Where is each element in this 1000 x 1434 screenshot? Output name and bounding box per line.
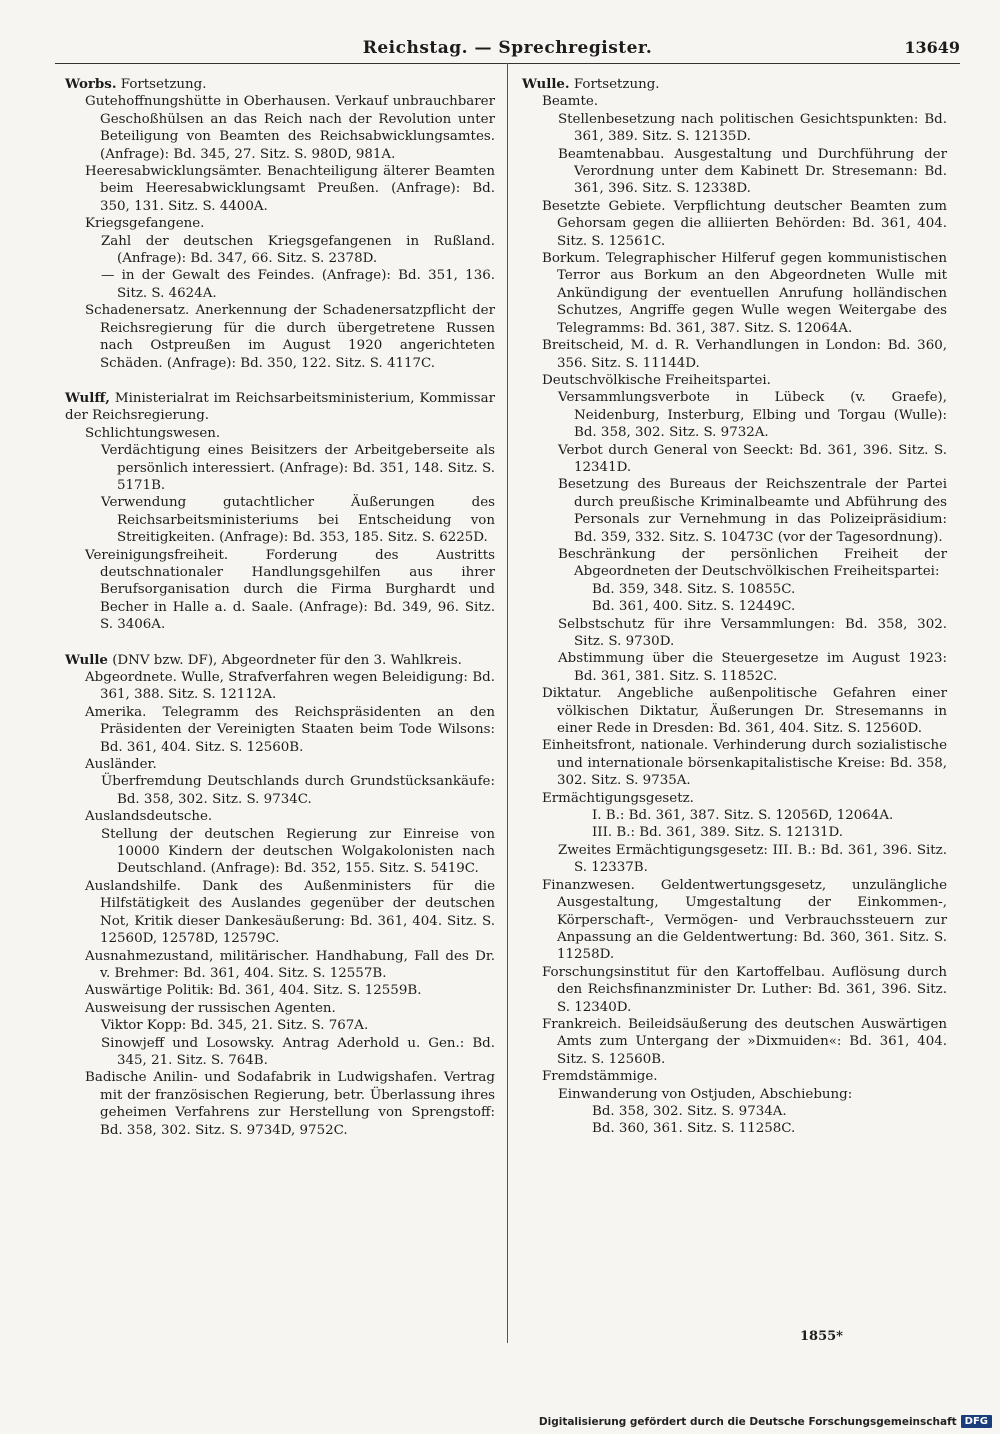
footer-text: Digitalisierung gefördert durch die Deutsche Forschungsgemeinschaft <box>538 1415 957 1428</box>
entry-text: Ausländer. <box>85 757 157 773</box>
entry-text: Auswärtige Politik: Bd. 361, 404. Sitz. S. 12559B. <box>85 983 422 999</box>
entry-text: Selbstschutz für ihre Versammlungen: Bd. 358, 302. Sitz. S. 9730D. <box>558 616 947 649</box>
register-subentry <box>592 1103 947 1120</box>
entry-text: Schlichtungswesen. <box>85 425 221 441</box>
register-subentry <box>558 442 947 477</box>
register-subentry <box>85 163 495 215</box>
register-subentry <box>101 773 495 808</box>
register-subentry <box>85 948 495 983</box>
register-subentry <box>101 1017 495 1034</box>
register-subentry <box>592 1120 947 1137</box>
running-title: Reichstag. — Sprechregister. <box>362 38 653 58</box>
register-subentry <box>558 111 947 146</box>
entry-text: Vereinigungsfreiheit. Forderung des Austritts deutschnationaler Handlungsgehilfen aus ihrer Berufsorganisation durch die Firma Burghardt und Becher in Halle a. d. Saale. (Anfrage): Bd. 349, 96. Sitz. S. 3406A. <box>85 547 495 633</box>
entry-text: Schadenersatz. Anerkennung der Schadenersatzpflicht der Reichsregierung für die durch übergetretene Russen nach Ostpreußen im August 1920 angerichteten Schäden. (Anfrage): Bd. 350, 122. Sitz. S. 4117C. <box>85 303 495 371</box>
entry-text: Ministerialrat im Reichsarbeitsministerium, Kommissar der Reichsregierung. <box>65 390 495 424</box>
register-subentry <box>101 826 495 878</box>
register-subentry <box>542 877 947 964</box>
footer <box>539 1415 992 1428</box>
register-subentry <box>85 1000 495 1017</box>
register-subentry <box>542 250 947 337</box>
register-subentry <box>542 1016 947 1068</box>
register-subentry <box>558 616 947 651</box>
entry-text: Verwendung gutachtlicher Äußerungen des Reichsarbeitsministeriums bei Entscheidung von Streitigkeiten. (Anfrage): Bd. 353, 185. Sitz. S. 6225D. <box>101 495 495 546</box>
page-header <box>55 38 960 62</box>
entry-text: Frankreich. Beileidsäußerung des deutschen Auswärtigen Amts zum Untergang der »Dixmuiden«: Bd. 361, 404. Sitz. S. 12560B. <box>542 1016 947 1067</box>
entry-text: Zweites Ermächtigungsgesetz: III. B.: Bd. 361, 396. Sitz. S. 12337B. <box>558 842 947 876</box>
entry-text: Ausweisung der russischen Agenten. <box>85 1000 336 1016</box>
register-subentry <box>85 669 495 704</box>
entry-text: Beamte. <box>542 94 599 110</box>
register-subentry <box>542 93 947 110</box>
register-subentry <box>558 546 947 581</box>
entry-text: Bd. 358, 302. Sitz. S. 9734A. <box>592 1103 787 1119</box>
entry-text: Bd. 361, 400. Sitz. S. 12449C. <box>592 599 796 615</box>
register-subentry <box>85 425 495 442</box>
left-column <box>65 76 495 1139</box>
entry-text: I. B.: Bd. 361, 387. Sitz. S. 12056D, 12064A. <box>592 808 894 824</box>
register-subentry <box>85 808 495 825</box>
entry-text: Einwanderung von Ostjuden, Abschiebung: <box>558 1086 853 1102</box>
entry-text: Sinowjeff und Losowsky. Antrag Aderhold u. Gen.: Bd. 345, 21. Sitz. S. 764B. <box>101 1035 495 1068</box>
register-subentry <box>592 598 947 615</box>
register-subentry <box>101 442 495 494</box>
entry-text: Bd. 359, 348. Sitz. S. 10855C. <box>592 581 796 597</box>
register-subentry <box>542 737 947 789</box>
entry-text: Kriegsgefangene. <box>85 216 205 232</box>
entry-text: Finanzwesen. Geldentwertungsgesetz, unzulängliche Ausgestaltung, Umgestaltung der Einkommen-, Körperschaft-, Vermögen- und Verbrauchssteuern zur Anpassung an die Geldentwertung: Bd. 360, 361. Sitz. S. 11258D. <box>542 877 947 963</box>
register-name: Wulff, <box>65 389 110 406</box>
register-subentry <box>592 824 947 841</box>
register-subentry <box>592 807 947 824</box>
entry-text: Auslandsdeutsche. <box>85 809 213 825</box>
column-divider <box>507 63 508 1343</box>
entry-text: Besetzte Gebiete. Verpflichtung deutscher Beamten zum Gehorsam gegen die alliierten Behörden: Bd. 361, 404. Sitz. S. 12561C. <box>542 198 947 249</box>
entry-text: Amerika. Telegramm des Reichspräsidenten an den Präsidenten der Vereinigten Staaten beim Tode Wilsons: Bd. 361, 404. Sitz. S. 12560B. <box>85 704 495 755</box>
entry-spacer <box>65 372 495 390</box>
register-name-entry <box>65 76 495 93</box>
entry-text: Heeresabwicklungsämter. Benachteiligung älterer Beamten beim Heeresabwicklungsamt Preußen. (Anfrage): Bd. 350, 131. Sitz. S. 4400A. <box>85 164 495 214</box>
register-subentry <box>101 267 495 302</box>
register-subentry <box>542 337 947 372</box>
register-subentry <box>558 389 947 441</box>
entry-text: Fortsetzung. <box>116 77 207 92</box>
register-subentry <box>542 790 947 807</box>
entry-text: Verbot durch General von Seeckt: Bd. 361, 396. Sitz. S. 12341D. <box>558 442 947 475</box>
entry-text: Verdächtigung eines Beisitzers der Arbeitgeberseite als persönlich interessiert. (Anfrage): Bd. 351, 148. Sitz. S. 5171B. <box>101 443 495 493</box>
register-subentry <box>542 1068 947 1085</box>
entry-text: Beschränkung der persönlichen Freiheit der Abgeordneten der Deutschvölkischen Freiheitspartei: <box>558 546 947 580</box>
entry-text: Fremdstämmige. <box>542 1069 658 1085</box>
entry-text: Überfremdung Deutschlands durch Grundstücksankäufe: Bd. 358, 302. Sitz. S. 9734C. <box>101 774 495 807</box>
entry-text: Breitscheid, M. d. R. Verhandlungen in London: Bd. 360, 356. Sitz. S. 11144D. <box>542 338 947 371</box>
page-number: 13649 <box>904 38 960 57</box>
register-subentry <box>85 1069 495 1139</box>
register-subentry <box>542 964 947 1016</box>
entry-text: Auslandshilfe. Dank des Außenministers für die Hilfstätigkeit des Auslandes gegenüber der deutschen Not, Kritik dieser Dankesäußerung: Bd. 361, 404. Sitz. S. 12560D, 12578D, 12579C. <box>85 878 495 947</box>
entry-text: Bd. 360, 361. Sitz. S. 11258C. <box>592 1121 796 1137</box>
register-subentry <box>558 146 947 198</box>
entry-text: Viktor Kopp: Bd. 345, 21. Sitz. S. 767A. <box>101 1018 369 1034</box>
entry-text: Beamtenabbau. Ausgestaltung und Durchführung der Verordnung unter dem Kabinett Dr. Stresemann: Bd. 361, 396. Sitz. S. 12338D. <box>558 146 947 197</box>
entry-text: Zahl der deutschen Kriegsgefangenen in Rußland. (Anfrage): Bd. 347, 66. Sitz. S. 2378D. <box>101 233 495 267</box>
register-subentry <box>85 547 495 634</box>
entry-text: Einheitsfront, nationale. Verhinderung durch sozialistische und internationale börsenkapitalistische Kreise: Bd. 358, 302. Sitz. S. 9735A. <box>542 738 947 789</box>
entry-text: Ermächtigungsgesetz. <box>542 790 694 806</box>
register-subentry <box>592 581 947 598</box>
register-subentry <box>542 685 947 737</box>
entry-text: Versammlungsverbote in Lübeck (v. Graefe), Neidenburg, Insterburg, Elbing und Torgau (Wulle): Bd. 358, 302. Sitz. S. 9732A. <box>558 390 947 441</box>
entry-text: Abgeordnete. Wulle, Strafverfahren wegen Beleidigung: Bd. 361, 388. Sitz. S. 12112A. <box>85 670 495 703</box>
entry-text: Stellenbesetzung nach politischen Gesichtspunkten: Bd. 361, 389. Sitz. S. 12135D. <box>558 111 947 145</box>
entry-text: Ausnahmezustand, militärischer. Handhabung, Fall des Dr. v. Brehmer: Bd. 361, 404. Sitz. S. 12557B. <box>85 948 495 981</box>
register-name-entry <box>65 390 495 425</box>
register-subentry <box>101 233 495 268</box>
entry-text: Besetzung des Bureaus der Reichszentrale der Partei durch preußische Kriminalbeamte und Abführung des Personals zur Vernehmung in das Polizeipräsidium: Bd. 359, 332. Sitz. S. 10473C (vor der Tagesordnung). <box>558 477 947 545</box>
signature-mark: 1855* <box>800 1329 843 1344</box>
register-subentry <box>85 756 495 773</box>
register-subentry <box>85 982 495 999</box>
entry-spacer <box>65 634 495 652</box>
entry-text: Stellung der deutschen Regierung zur Einreise von 10000 Kindern der deutschen Wolgakolonisten nach Deutschland. (Anfrage): Bd. 352, 155. Sitz. S. 5419C. <box>101 826 495 877</box>
register-subentry <box>542 372 947 389</box>
entry-text: Fortsetzung. <box>569 77 660 92</box>
entry-text: (DNV bzw. DF), Abgeordneter für den 3. Wahlkreis. <box>107 652 462 668</box>
entry-text: Gutehoffnungshütte in Oberhausen. Verkauf unbrauchbarer Geschoßhülsen an das Reich nach der Revolution unter Beteiligung von Beamten des Reichsabwicklungsamtes. (Anfrage): Bd. 345, 27. Sitz. S. 980D, 981A. <box>85 94 495 162</box>
register-name: Worbs. <box>65 76 117 92</box>
entry-text: Forschungsinstitut für den Kartoffelbau. Auflösung durch den Reichsfinanzminister Dr. Luther: Bd. 361, 396. Sitz. S. 12340D. <box>542 964 947 1015</box>
register-subentry <box>558 476 947 546</box>
register-name: Wulle <box>65 651 108 668</box>
register-subentry <box>558 650 947 685</box>
register-name-entry <box>522 76 947 93</box>
entry-text: — in der Gewalt des Feindes. (Anfrage): Bd. 351, 136. Sitz. S. 4624A. <box>101 268 495 301</box>
register-name-entry <box>65 652 495 669</box>
register-subentry <box>85 878 495 948</box>
register-subentry <box>542 198 947 250</box>
register-subentry <box>558 1086 947 1103</box>
dfg-logo: DFG <box>961 1415 992 1428</box>
register-subentry <box>558 842 947 877</box>
entry-text: Abstimmung über die Steuergesetze im August 1923: Bd. 361, 381. Sitz. S. 11852C. <box>558 651 947 684</box>
register-name: Wulle. <box>522 76 570 92</box>
register-subentry <box>85 215 495 232</box>
register-subentry <box>85 93 495 163</box>
register-subentry <box>85 302 495 372</box>
register-subentry <box>101 494 495 546</box>
entry-text: Badische Anilin- und Sodafabrik in Ludwigshafen. Vertrag mit der französischen Regierung, betr. Überlassung ihres geheimen Verfahrens zur Herstellung von Sprengstoff: Bd. 358, 302. Sitz. S. 9734D, 9752C. <box>85 1070 495 1138</box>
entry-text: Borkum. Telegraphischer Hilferuf gegen kommunistischen Terror aus Borkum an den Abgeordneten Wulle mit Ankündigung der eventuellen Anrufung holländischen Schutzes, Angriffe gegen Wulle wegen Weitergabe des Telegramms: Bd. 361, 387. Sitz. S. 12064A. <box>542 251 947 336</box>
entry-text: Deutschvölkische Freiheitspartei. <box>542 372 771 388</box>
register-subentry <box>85 704 495 756</box>
entry-text: Diktatur. Angebliche außenpolitische Gefahren einer völkischen Diktatur, Äußerungen Dr. Stresemanns in einer Rede in Dresden: Bd. 361, 404. Sitz. S. 12560D. <box>542 686 947 737</box>
entry-text: III. B.: Bd. 361, 389. Sitz. S. 12131D. <box>592 825 844 841</box>
register-subentry <box>101 1035 495 1070</box>
right-column <box>522 76 947 1138</box>
